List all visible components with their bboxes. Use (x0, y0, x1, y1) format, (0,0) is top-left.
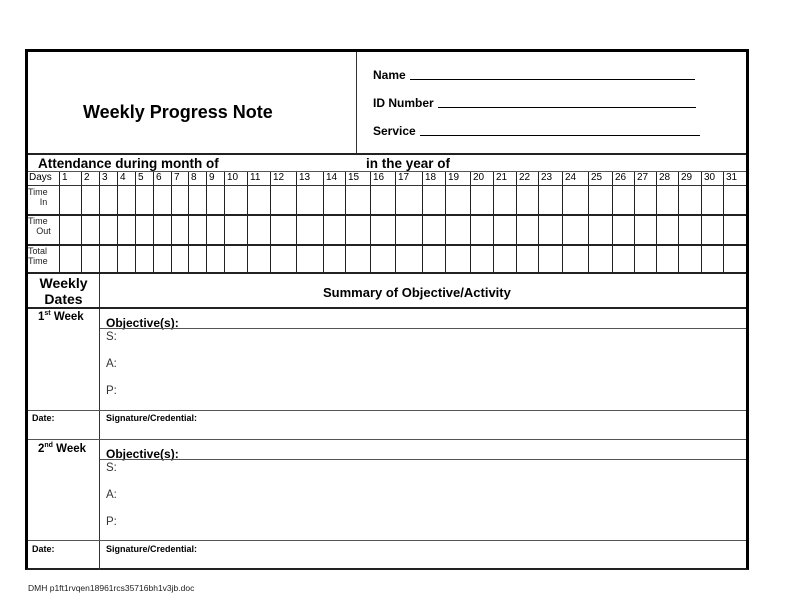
week-1-s-label[interactable]: S: (106, 331, 117, 343)
time-out-cell-day-8[interactable] (188, 214, 206, 244)
time-out-cell-day-4[interactable] (117, 214, 135, 244)
total-time-cell-day-17[interactable] (395, 244, 422, 272)
day-header-15: 15 (348, 172, 360, 183)
time-in-cell-day-7[interactable] (171, 185, 188, 214)
time-out-cell-day-18[interactable] (422, 214, 445, 244)
total-time-cell-day-2[interactable] (81, 244, 99, 272)
total-time-cell-day-20[interactable] (470, 244, 493, 272)
week-1-label (38, 311, 84, 323)
week-2-p-label[interactable]: P: (106, 516, 117, 528)
time-in-cell-day-27[interactable] (634, 185, 656, 214)
day-header-23: 23 (541, 172, 553, 183)
time-out-cell-day-15[interactable] (345, 214, 370, 244)
total-time-cell-day-9[interactable] (206, 244, 224, 272)
total-time-cell-day-26[interactable] (612, 244, 634, 272)
day-header-9: 9 (209, 172, 215, 183)
total-time-cell-day-27[interactable] (634, 244, 656, 272)
time-in-cell-day-18[interactable] (422, 185, 445, 214)
time-out-cell-day-16[interactable] (370, 214, 395, 244)
time-out-cell-day-9[interactable] (206, 214, 224, 244)
service-field[interactable] (373, 124, 700, 138)
name-label: Name (373, 68, 406, 82)
day-header-11: 11 (250, 172, 261, 183)
day-header-18: 18 (425, 172, 437, 183)
total-time-cell-day-3[interactable] (99, 244, 117, 272)
total-time-label-line2: Time (28, 256, 48, 266)
time-out-cell-day-17[interactable] (395, 214, 422, 244)
total-time-cell-day-25[interactable] (588, 244, 612, 272)
week-2-date-label[interactable]: Date: (32, 544, 55, 554)
time-in-cell-day-20[interactable] (470, 185, 493, 214)
weekly-dates-header (28, 275, 99, 307)
time-in-cell-day-4[interactable] (117, 185, 135, 214)
day-header-4: 4 (120, 172, 126, 183)
time-out-label-line1: Time (28, 216, 48, 226)
week-2-word: Week (56, 443, 87, 455)
week-2-objective-rule (100, 459, 746, 460)
header-divider (356, 52, 357, 153)
week-2-s-label[interactable]: S: (106, 462, 117, 474)
time-out-label-line2: Out (36, 226, 51, 236)
week-1-date-rule (28, 410, 746, 411)
day-header-31: 31 (726, 172, 738, 183)
time-out-cell-day-24[interactable] (562, 214, 588, 244)
day-header-14: 14 (326, 172, 338, 183)
total-time-cell-day-11[interactable] (247, 244, 270, 272)
day-header-1: 1 (62, 172, 68, 183)
time-in-cell-day-24[interactable] (562, 185, 588, 214)
attendance-month-label: Attendance during month of (38, 156, 219, 171)
total-time-cell-day-21[interactable] (493, 244, 516, 272)
service-input-line[interactable] (420, 134, 700, 136)
day-header-16: 16 (373, 172, 385, 183)
time-in-cell-day-22[interactable] (516, 185, 538, 214)
week-1-objective-rule (100, 328, 746, 329)
total-time-row-label (28, 246, 59, 266)
service-label: Service (373, 124, 416, 138)
name-input-line[interactable] (410, 78, 695, 80)
week-1-word: Week (53, 311, 84, 323)
time-out-cell-day-25[interactable] (588, 214, 612, 244)
day-header-8: 8 (191, 172, 197, 183)
time-in-cell-day-14[interactable] (323, 185, 345, 214)
week-1-objective-label: Objective(s): (106, 316, 179, 330)
id-number-input-line[interactable] (438, 106, 696, 108)
time-in-cell-day-23[interactable] (538, 185, 562, 214)
time-in-cell-day-2[interactable] (81, 185, 99, 214)
time-out-cell-day-26[interactable] (612, 214, 634, 244)
grid-bottom-rule (28, 272, 746, 274)
time-out-cell-day-6[interactable] (153, 214, 171, 244)
time-in-cell-day-30[interactable] (701, 185, 723, 214)
total-time-cell-day-22[interactable] (516, 244, 538, 272)
total-time-cell-day-16[interactable] (370, 244, 395, 272)
week-1-suffix: st (44, 310, 51, 318)
total-time-cell-day-1[interactable] (59, 244, 81, 272)
time-in-cell-day-26[interactable] (612, 185, 634, 214)
time-out-cell-day-10[interactable] (224, 214, 247, 244)
time-in-cell-day-19[interactable] (445, 185, 470, 214)
time-in-label-line2: In (39, 197, 48, 207)
grid-col-divider (723, 172, 724, 272)
weekly-column-divider (99, 274, 100, 570)
total-time-cell-day-29[interactable] (678, 244, 701, 272)
day-header-20: 20 (473, 172, 485, 183)
summary-header-rule (28, 307, 746, 309)
days-header-label: Days (29, 172, 52, 183)
day-header-28: 28 (659, 172, 671, 183)
time-in-cell-day-9[interactable] (206, 185, 224, 214)
time-out-cell-day-20[interactable] (470, 214, 493, 244)
total-time-label-line1: Total (28, 246, 48, 256)
time-in-cell-day-12[interactable] (270, 185, 296, 214)
time-out-cell-day-14[interactable] (323, 214, 345, 244)
time-in-cell-day-13[interactable] (296, 185, 323, 214)
total-time-cell-day-15[interactable] (345, 244, 370, 272)
id-number-label: ID Number (373, 96, 434, 110)
day-header-13: 13 (299, 172, 311, 183)
day-header-17: 17 (398, 172, 410, 183)
time-in-cell-day-28[interactable] (656, 185, 678, 214)
time-out-cell-day-28[interactable] (656, 214, 678, 244)
time-out-cell-day-19[interactable] (445, 214, 470, 244)
week-1-p-label[interactable]: P: (106, 385, 117, 397)
week-2-objective-label: Objective(s): (106, 447, 179, 461)
time-out-cell-day-27[interactable] (634, 214, 656, 244)
week-1-date-label[interactable]: Date: (32, 413, 55, 423)
day-header-29: 29 (681, 172, 693, 183)
total-time-cell-day-28[interactable] (656, 244, 678, 272)
total-time-cell-day-7[interactable] (171, 244, 188, 272)
time-in-cell-day-6[interactable] (153, 185, 171, 214)
time-out-cell-day-5[interactable] (135, 214, 153, 244)
day-header-22: 22 (519, 172, 531, 183)
attendance-year-label: in the year of (366, 156, 451, 171)
total-time-cell-day-5[interactable] (135, 244, 153, 272)
week-1-signature-label[interactable]: Signature/Credential: (106, 413, 198, 423)
summary-header: Summary of Objective/Activity (323, 285, 511, 300)
time-out-cell-day-3[interactable] (99, 214, 117, 244)
time-out-cell-day-30[interactable] (701, 214, 723, 244)
time-out-cell-day-12[interactable] (270, 214, 296, 244)
time-out-row-label (28, 216, 59, 236)
total-time-cell-day-13[interactable] (296, 244, 323, 272)
time-out-cell-day-21[interactable] (493, 214, 516, 244)
day-header-24: 24 (565, 172, 577, 183)
id-number-field[interactable] (373, 96, 696, 110)
week-2-label (38, 443, 86, 455)
total-time-cell-day-4[interactable] (117, 244, 135, 272)
progress-note-form (25, 49, 749, 570)
time-in-cell-day-1[interactable] (59, 185, 81, 214)
week-1-num: 1 (38, 311, 45, 323)
time-in-cell-day-8[interactable] (188, 185, 206, 214)
time-in-cell-day-15[interactable] (345, 185, 370, 214)
time-out-cell-day-23[interactable] (538, 214, 562, 244)
week-2-suffix: nd (44, 442, 53, 450)
day-header-19: 19 (448, 172, 460, 183)
day-header-5: 5 (138, 172, 144, 183)
week-2-a-label[interactable]: A: (106, 489, 117, 501)
total-time-cell-day-18[interactable] (422, 244, 445, 272)
time-in-cell-day-10[interactable] (224, 185, 247, 214)
time-in-cell-day-11[interactable] (247, 185, 270, 214)
day-header-6: 6 (156, 172, 162, 183)
weekly-dates-header-line1: Weekly (39, 275, 88, 291)
time-in-label-line1: Time (28, 187, 48, 197)
time-in-cell-day-17[interactable] (395, 185, 422, 214)
day-header-12: 12 (273, 172, 285, 183)
time-out-cell-day-2[interactable] (81, 214, 99, 244)
day-header-2: 2 (84, 172, 90, 183)
day-header-25: 25 (591, 172, 603, 183)
time-out-cell-day-29[interactable] (678, 214, 701, 244)
time-out-cell-day-11[interactable] (247, 214, 270, 244)
header-bottom-rule (28, 153, 746, 155)
day-header-26: 26 (615, 172, 627, 183)
time-in-cell-day-29[interactable] (678, 185, 701, 214)
weekly-dates-header-line2: Dates (44, 291, 83, 307)
day-header-10: 10 (227, 172, 239, 183)
week-2-num: 2 (38, 443, 45, 455)
name-field[interactable] (373, 68, 695, 82)
week-1-bottom-rule (28, 439, 746, 440)
total-time-cell-day-10[interactable] (224, 244, 247, 272)
total-time-cell-day-30[interactable] (701, 244, 723, 272)
time-out-cell-day-22[interactable] (516, 214, 538, 244)
day-header-21: 21 (496, 172, 508, 183)
week-2-date-rule (28, 540, 746, 541)
total-time-cell-day-14[interactable] (323, 244, 345, 272)
week-1-a-label[interactable]: A: (106, 358, 117, 370)
time-out-cell-day-7[interactable] (171, 214, 188, 244)
week-2-signature-label[interactable]: Signature/Credential: (106, 544, 198, 554)
total-time-cell-day-19[interactable] (445, 244, 470, 272)
total-time-cell-day-12[interactable] (270, 244, 296, 272)
time-out-cell-day-1[interactable] (59, 214, 81, 244)
time-in-row-label (28, 187, 59, 207)
document-footer: DMH p1ft1rvqen18961rcs35716bh1v3jb.doc (28, 583, 195, 593)
total-time-cell-day-23[interactable] (538, 244, 562, 272)
total-time-cell-day-24[interactable] (562, 244, 588, 272)
day-header-27: 27 (637, 172, 649, 183)
day-header-3: 3 (102, 172, 108, 183)
time-in-cell-day-5[interactable] (135, 185, 153, 214)
day-header-7: 7 (174, 172, 180, 183)
day-header-30: 30 (704, 172, 716, 183)
page-title: Weekly Progress Note (83, 102, 273, 122)
time-in-cell-day-3[interactable] (99, 185, 117, 214)
time-in-cell-day-21[interactable] (493, 185, 516, 214)
time-in-cell-day-16[interactable] (370, 185, 395, 214)
time-out-cell-day-13[interactable] (296, 214, 323, 244)
time-in-cell-day-25[interactable] (588, 185, 612, 214)
total-time-cell-day-6[interactable] (153, 244, 171, 272)
total-time-cell-day-8[interactable] (188, 244, 206, 272)
